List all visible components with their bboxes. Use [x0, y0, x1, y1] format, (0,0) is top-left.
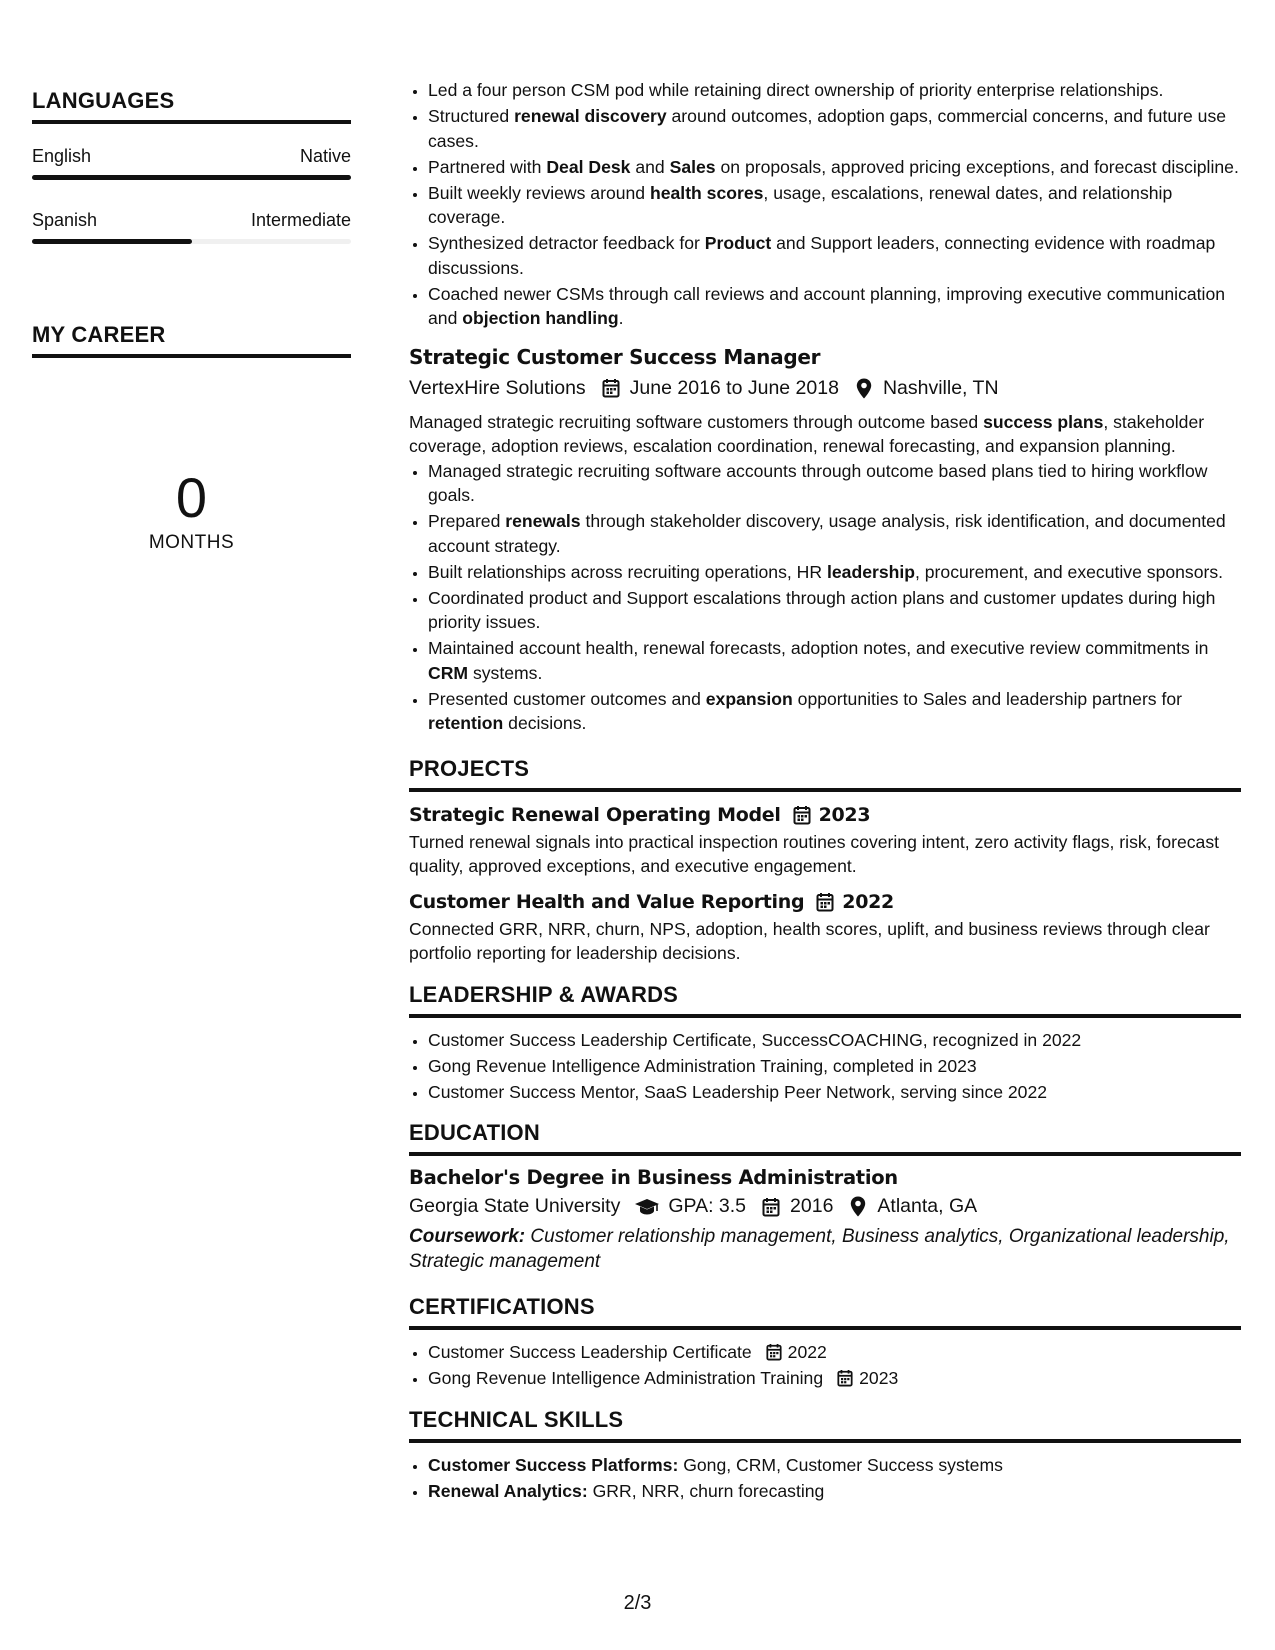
- project-year: 2023: [818, 803, 871, 826]
- language-item: [32, 210, 351, 244]
- list-item: • Structured renewal discovery around outcomes, adoption gaps, commercial concerns, and future use cases.: [428, 104, 1241, 153]
- school-location: Atlanta, GA: [877, 1195, 978, 1217]
- page-number: 2/3: [623, 1592, 652, 1614]
- job-dates: June 2016 to June 2018: [629, 376, 839, 399]
- language-proficiency-bar: [32, 175, 351, 180]
- career-duration-unit: MONTHS: [148, 532, 235, 553]
- project-title: Strategic Renewal Operating Model: [409, 803, 781, 826]
- skill-values: Gong, CRM, Customer Success systems: [683, 1454, 1003, 1475]
- previous-job-bullets: [409, 78, 1241, 331]
- certifications-list: [409, 1340, 1241, 1391]
- list-item: [428, 1479, 1241, 1504]
- project-title: Customer Health and Value Reporting: [409, 890, 805, 913]
- job-summary: Managed strategic recruiting software customers through outcome based success plans, stakeholder coverage, adoption reviews, escalation coordination, renewal forecasting, and expansion planning.: [409, 411, 1205, 456]
- calendar-icon: [837, 1369, 855, 1387]
- list-item: • Gong Revenue Intelligence Administration Training, completed in 2023: [428, 1054, 1241, 1079]
- list-item: • Customer Success Leadership Certificate, SuccessCOACHING, recognized in 2022: [428, 1028, 1241, 1053]
- location-pin-icon: [853, 377, 875, 399]
- job-bullets: [409, 459, 1241, 736]
- project-item: [409, 804, 1241, 879]
- list-item: • Coached newer CSMs through call reviews and account planning, improving executive communication and objection handling.: [428, 282, 1241, 331]
- project-description: Turned renewal signals into practical inspection routines covering intent, zero activity flags, risk, forecast quality, approved exceptions, and executive engagement.: [409, 831, 1220, 876]
- certification-name: • Gong Revenue Intelligence Administration Training: [428, 1368, 824, 1388]
- list-item: • Synthesized detractor feedback for Product and Support leaders, connecting evidence with roadmap discussions.: [428, 231, 1241, 280]
- list-item: • Managed strategic recruiting software accounts through outcome based plans tied to hiring workflow goals.: [428, 459, 1241, 508]
- list-item: • Led a four person CSM pod while retaining direct ownership of priority enterprise relationships.: [428, 78, 1241, 103]
- calendar-icon: [760, 1196, 782, 1218]
- projects-section: [409, 756, 1241, 966]
- list-item: [428, 1453, 1241, 1478]
- coursework-list: Customer relationship management, Business analytics, Organizational leadership, Strategic management: [409, 1226, 1230, 1272]
- language-name: Spanish: [32, 210, 98, 230]
- location-pin-icon: [847, 1196, 869, 1218]
- language-name: English: [32, 146, 92, 166]
- graduation-year: 2016: [790, 1195, 834, 1217]
- language-proficiency-fill: [32, 175, 351, 180]
- certification-name: • Customer Success Leadership Certificate: [428, 1342, 752, 1362]
- list-item: • Customer Success Mentor, SaaS Leadership Peer Network, serving since 2022: [428, 1080, 1241, 1105]
- languages-heading: LANGUAGES: [32, 88, 351, 124]
- projects-heading: PROJECTS: [409, 756, 1241, 792]
- list-item: • Maintained account health, renewal forecasts, adoption notes, and executive review commitments in CRM systems.: [428, 636, 1241, 685]
- language-item: [32, 146, 351, 180]
- certification-year: 2022: [787, 1342, 827, 1362]
- list-item: • Presented customer outcomes and expansion opportunities to Sales and leadership partners for retention decisions.: [428, 687, 1241, 736]
- job-entry: [409, 345, 1241, 736]
- language-level: Native: [299, 146, 351, 166]
- skill-category: Customer Success Platforms:: [428, 1454, 679, 1475]
- project-description: Connected GRR, NRR, churn, NPS, adoption, health scores, uplift, and business reviews through clear portfolio reporting for leadership decisions.: [409, 918, 1210, 963]
- education-heading: EDUCATION: [409, 1120, 1241, 1156]
- language-proficiency-bar: [32, 239, 351, 244]
- certifications-section: [409, 1294, 1241, 1391]
- project-item: [409, 891, 1241, 966]
- list-item: • Built relationships across recruiting operations, HR leadership, procurement, and executive sponsors.: [428, 560, 1241, 585]
- list-item: • Coordinated product and Support escalations through action plans and customer updates during high priority issues.: [428, 586, 1241, 635]
- calendar-icon: [766, 1343, 784, 1361]
- awards-list: [409, 1028, 1241, 1105]
- calendar-icon: [793, 805, 813, 825]
- certifications-heading: CERTIFICATIONS: [409, 1294, 1241, 1330]
- list-item: • Partnered with Deal Desk and Sales on proposals, approved pricing exceptions, and forecast discipline.: [428, 155, 1241, 180]
- job-title: Strategic Customer Success Manager: [409, 344, 821, 369]
- coursework: [409, 1224, 1241, 1274]
- skills-heading: TECHNICAL SKILLS: [409, 1407, 1241, 1443]
- company-name: VertexHire Solutions: [409, 376, 586, 399]
- job-meta: [409, 377, 1241, 400]
- main-column: [409, 78, 1241, 1505]
- list-item: [428, 1340, 1241, 1365]
- calendar-icon: [816, 892, 836, 912]
- skills-section: [409, 1407, 1241, 1504]
- gpa: GPA: 3.5: [668, 1195, 747, 1217]
- project-year: 2022: [842, 890, 894, 913]
- certification-year: 2023: [859, 1368, 899, 1388]
- skill-category: Renewal Analytics:: [428, 1480, 588, 1501]
- list-item: • Built weekly reviews around health scores, usage, escalations, renewal dates, and relationship coverage.: [428, 181, 1241, 230]
- language-proficiency-fill: [32, 239, 192, 244]
- list-item: • Prepared renewals through stakeholder discovery, usage analysis, risk identification, and documented account strategy.: [428, 509, 1241, 558]
- coursework-label: Coursework:: [409, 1226, 526, 1247]
- graduation-cap-icon: [634, 1196, 660, 1218]
- awards-heading: LEADERSHIP & AWARDS: [409, 982, 1241, 1018]
- awards-section: [409, 982, 1241, 1105]
- career-heading: MY CAREER: [32, 322, 351, 358]
- skill-values: GRR, NRR, churn forecasting: [592, 1480, 825, 1501]
- career-duration-value: 0: [175, 466, 208, 529]
- school-name: Georgia State University: [409, 1195, 621, 1217]
- language-level: Intermediate: [250, 210, 351, 230]
- list-item: [428, 1366, 1241, 1391]
- career-section: [32, 322, 351, 554]
- skills-list: [409, 1453, 1241, 1504]
- calendar-icon: [600, 377, 622, 399]
- sidebar: [32, 88, 351, 554]
- education-section: [409, 1120, 1241, 1274]
- education-meta: [409, 1195, 1241, 1218]
- job-location: Nashville, TN: [882, 376, 999, 399]
- degree-title: Bachelor's Degree in Business Administration: [409, 1166, 898, 1189]
